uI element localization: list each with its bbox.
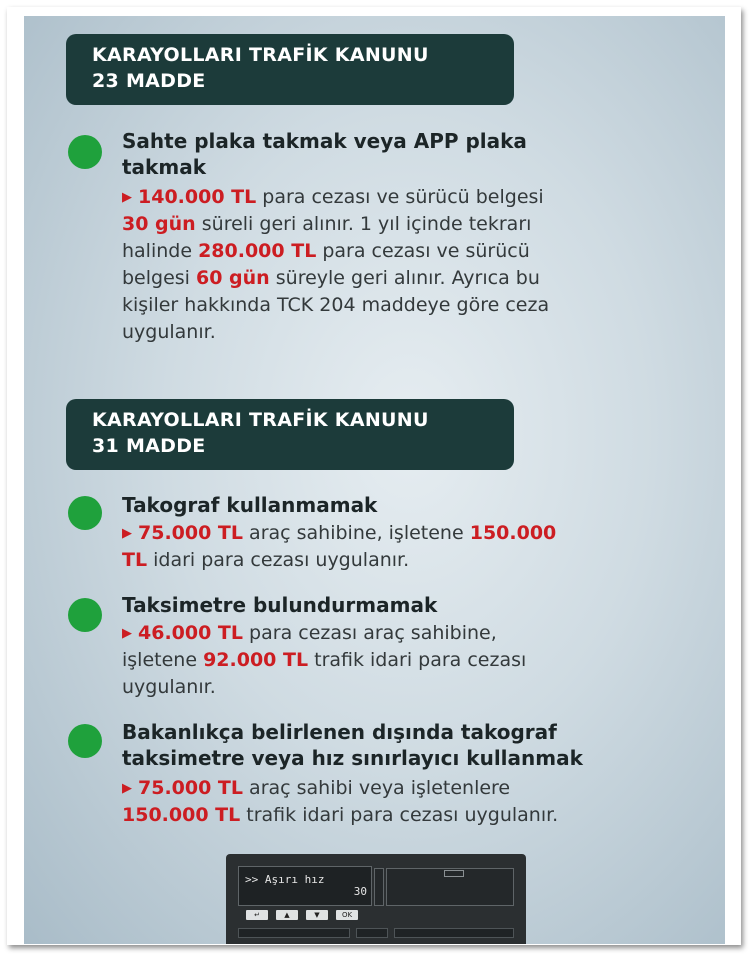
item-title-line: Taksimetre bulundurmamak — [122, 593, 438, 617]
item-title — [122, 128, 702, 180]
item-body — [122, 775, 712, 829]
item-title-line: Takograf kullanmamak — [122, 493, 378, 517]
item-body — [122, 184, 712, 346]
red-arrow-icon: ▶ — [122, 526, 132, 541]
highlight-amount: 140.000 TL — [138, 186, 257, 208]
tachograph-enter-button: ↵ — [246, 910, 268, 920]
highlight-amount: 150.000 — [469, 522, 557, 544]
tachograph-up-button: ▲ — [276, 910, 298, 920]
green-bullet-icon — [68, 724, 102, 758]
tachograph-speed-readout: 30 — [353, 885, 367, 898]
body-text: süreli geri alınır. 1 yıl içinde tekrarı — [195, 213, 532, 235]
body-text: araç sahibi veya işletenlere — [243, 777, 511, 799]
tachograph-down-button: ▼ — [306, 910, 328, 920]
item-body-line — [122, 620, 712, 647]
section-header-line: 31 MADDE — [92, 435, 206, 457]
section-header-23 — [66, 34, 514, 105]
highlight-amount: TL — [122, 549, 148, 571]
highlight-amount: 75.000 TL — [138, 777, 244, 799]
item-body-line — [122, 802, 712, 829]
item-body — [122, 520, 712, 574]
body-text: işletene — [122, 649, 204, 671]
item-body-line — [122, 547, 712, 574]
section-header-line: 23 MADDE — [92, 70, 206, 92]
item-title — [122, 719, 702, 771]
body-text: kişiler hakkında TCK 204 maddeye göre ceza — [122, 294, 550, 316]
item-body-line — [122, 238, 712, 265]
highlight-amount: 30 gün — [122, 213, 196, 235]
item-title-line: takmak — [122, 155, 206, 179]
body-text: trafik idari para cezası — [308, 649, 527, 671]
body-text: para cezası araç sahibine, — [243, 622, 497, 644]
tachograph-ok-button: OK — [336, 910, 358, 920]
tachograph-device-image — [226, 854, 526, 944]
highlight-amount: 46.000 TL — [138, 622, 244, 644]
body-text: araç sahibine, işletene — [243, 522, 470, 544]
red-arrow-icon: ▶ — [122, 626, 132, 641]
section-header-line: KARAYOLLARI TRAFİK KANUNU — [92, 409, 429, 431]
item-title-line: Sahte plaka takmak veya APP plaka — [122, 129, 527, 153]
red-arrow-icon: ▶ — [122, 190, 132, 205]
item-title — [122, 492, 702, 518]
body-text: süreyle geri alınır. Ayrıca bu — [269, 267, 540, 289]
item-title-line: Bakanlıkça belirlenen dışında takograf — [122, 720, 557, 744]
tachograph-bottom-bar — [356, 928, 388, 938]
poster — [24, 16, 725, 944]
tachograph-screen-text: >> Aşırı hız — [245, 873, 325, 886]
tachograph-screen — [238, 866, 372, 906]
body-text: trafik idari para cezası uygulanır. — [240, 804, 559, 826]
section-header-line: KARAYOLLARI TRAFİK KANUNU — [92, 44, 429, 66]
item-body-line — [122, 520, 712, 547]
green-bullet-icon — [68, 598, 102, 632]
item-body — [122, 620, 712, 701]
item-body-line — [122, 184, 712, 211]
highlight-amount: 280.000 TL — [198, 240, 317, 262]
red-arrow-icon: ▶ — [122, 781, 132, 796]
body-text: uygulanır. — [122, 321, 216, 343]
green-bullet-icon — [68, 496, 102, 530]
item-body-line — [122, 319, 712, 346]
highlight-amount: 150.000 TL — [122, 804, 241, 826]
item-body-line — [122, 211, 712, 238]
tachograph-bottom-bar — [238, 928, 350, 938]
item-title — [122, 592, 702, 618]
item-body-line — [122, 775, 712, 802]
highlight-amount: 75.000 TL — [138, 522, 244, 544]
item-body-line — [122, 674, 712, 701]
item-body-line — [122, 265, 712, 292]
tachograph-bottom-bar — [394, 928, 514, 938]
tachograph-knob — [374, 868, 384, 906]
body-text: para cezası ve sürücü — [316, 240, 530, 262]
item-title-line: taksimetre veya hız sınırlayıcı kullanmak — [122, 746, 583, 770]
highlight-amount: 92.000 TL — [203, 649, 309, 671]
green-bullet-icon — [68, 135, 102, 169]
body-text: idari para cezası uygulanır. — [147, 549, 410, 571]
body-text: belgesi — [122, 267, 196, 289]
body-text: uygulanır. — [122, 676, 216, 698]
body-text: para cezası ve sürücü belgesi — [256, 186, 544, 208]
tachograph-slot-tab — [444, 870, 464, 877]
section-header-31 — [66, 399, 514, 470]
item-body-line — [122, 292, 712, 319]
highlight-amount: 60 gün — [196, 267, 270, 289]
item-body-line — [122, 647, 712, 674]
body-text: halinde — [122, 240, 199, 262]
